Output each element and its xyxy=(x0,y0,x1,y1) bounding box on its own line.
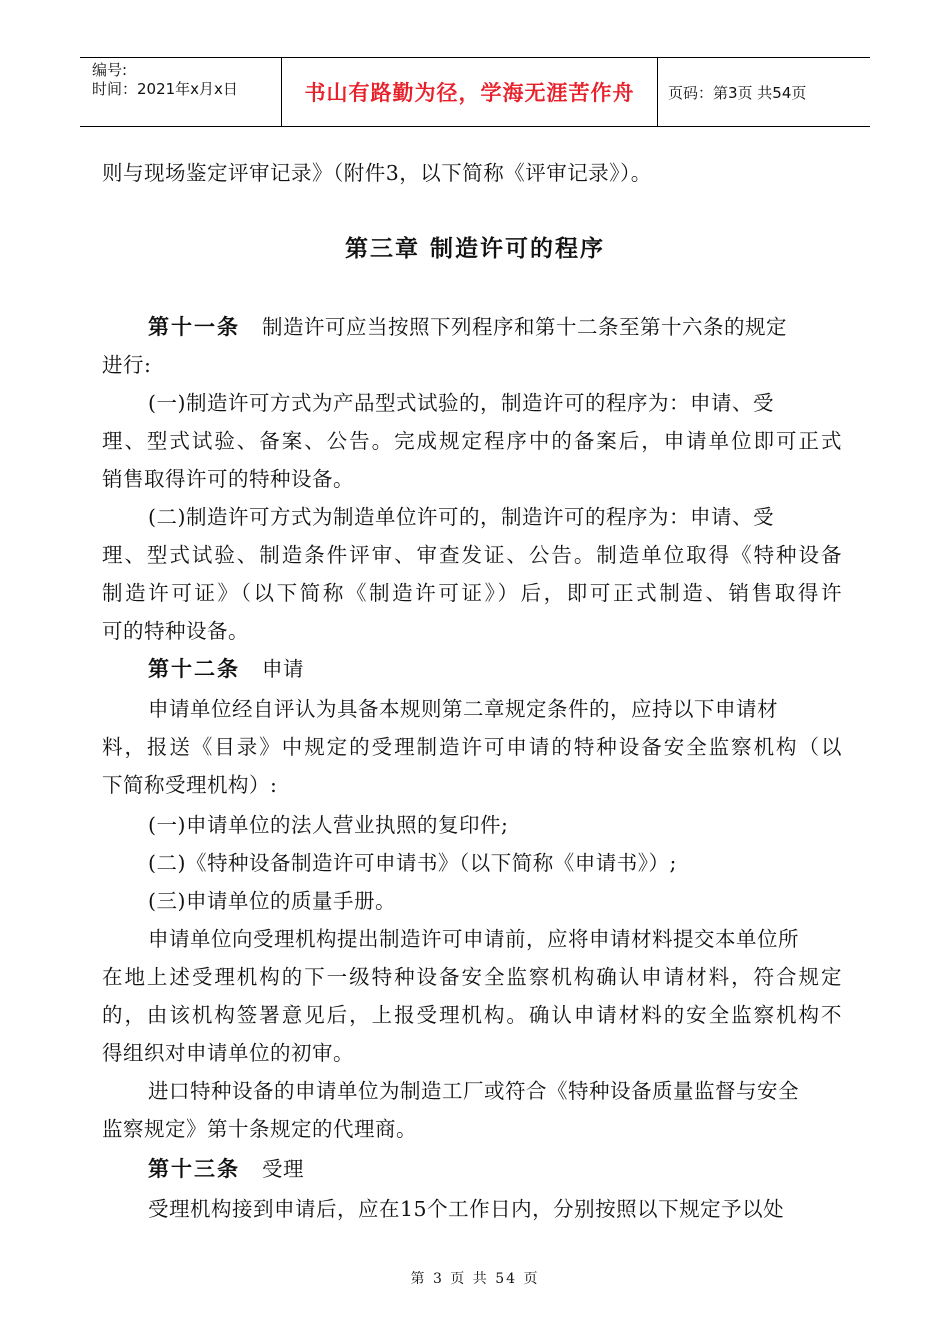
body-line: 理、型式试验、备案、公告。完成规定程序中的备案后，申请单位即可正式 xyxy=(102,429,842,453)
header-meta xyxy=(80,58,282,126)
body-line: 受理机构接到申请后，应在15个工作日内，分别按照以下规定予以处 xyxy=(148,1197,785,1221)
list-item: (三)申请单位的质量手册。 xyxy=(148,889,396,913)
article-12-heading xyxy=(148,652,842,683)
page-footer: 第 3 页 共 54 页 xyxy=(410,1271,540,1287)
body-line: 监察规定》第十条规定的代理商。 xyxy=(102,1117,417,1141)
body-line: 的，由该机构签署意见后，上报受理机构。确认申请材料的安全监察机构不 xyxy=(102,1003,842,1027)
article-12-title: 第十二条 xyxy=(148,657,240,681)
header-page-label: 页码：第3页 共54页 xyxy=(668,83,807,102)
body-line: 进口特种设备的申请单位为制造工厂或符合《特种设备质量监督与安全 xyxy=(148,1079,799,1103)
document-time-label: 时间：2021年x月x日 xyxy=(92,80,238,98)
body-line: (二)制造许可方式为制造单位许可的，制造许可的程序为：申请、受 xyxy=(148,505,774,529)
header-motto: 书山有路勤为径，学海无涯苦作舟 xyxy=(282,58,658,126)
article-11-text: 制造许可应当按照下列程序和第十二条至第十六条的规定 xyxy=(262,315,787,339)
body-line: 进行: xyxy=(102,353,152,377)
body-line: 制造许可证》（以下简称《制造许可证》）后，即可正式制造、销售取得许 xyxy=(102,581,842,605)
page-header xyxy=(80,57,870,127)
body-line: 理、型式试验、制造条件评审、审查发证、公告。制造单位取得《特种设备 xyxy=(102,543,842,567)
chapter-title: 第三章 制造许可的程序 xyxy=(344,236,605,262)
body-line: 可的特种设备。 xyxy=(102,619,249,643)
list-item: (二)《特种设备制造许可申请书》（以下简称《申请书》）; xyxy=(148,851,677,875)
body-line: 申请单位经自评认为具备本规则第二章规定条件的，应持以下申请材 xyxy=(148,697,778,721)
body-line: 则与现场鉴定评审记录》（附件3，以下简称《评审记录》）。 xyxy=(102,161,652,185)
list-item: (一)申请单位的法人营业执照的复印件; xyxy=(148,813,509,837)
article-12-subtitle: 申请 xyxy=(262,657,304,681)
article-13-heading xyxy=(148,1152,842,1183)
body-line: 得组织对申请单位的初审。 xyxy=(102,1041,354,1065)
article-11-heading xyxy=(148,310,842,341)
article-11-title: 第十一条 xyxy=(148,315,240,339)
article-13-title: 第十三条 xyxy=(148,1157,240,1181)
document-number-label: 编号: xyxy=(92,61,128,79)
body-line: 下简称受理机构）: xyxy=(102,773,278,797)
body-line: 申请单位向受理机构提出制造许可申请前，应将申请材料提交本单位所 xyxy=(148,927,799,951)
body-line: 在地上述受理机构的下一级特种设备安全监察机构确认申请材料，符合规定 xyxy=(102,965,842,989)
article-13-subtitle: 受理 xyxy=(262,1157,304,1181)
body-line: 料，报送《目录》中规定的受理制造许可申请的特种设备安全监察机构（以 xyxy=(102,735,842,759)
body-line: 销售取得许可的特种设备。 xyxy=(102,467,354,491)
body-line: (一)制造许可方式为产品型式试验的，制造许可的程序为：申请、受 xyxy=(148,391,774,415)
